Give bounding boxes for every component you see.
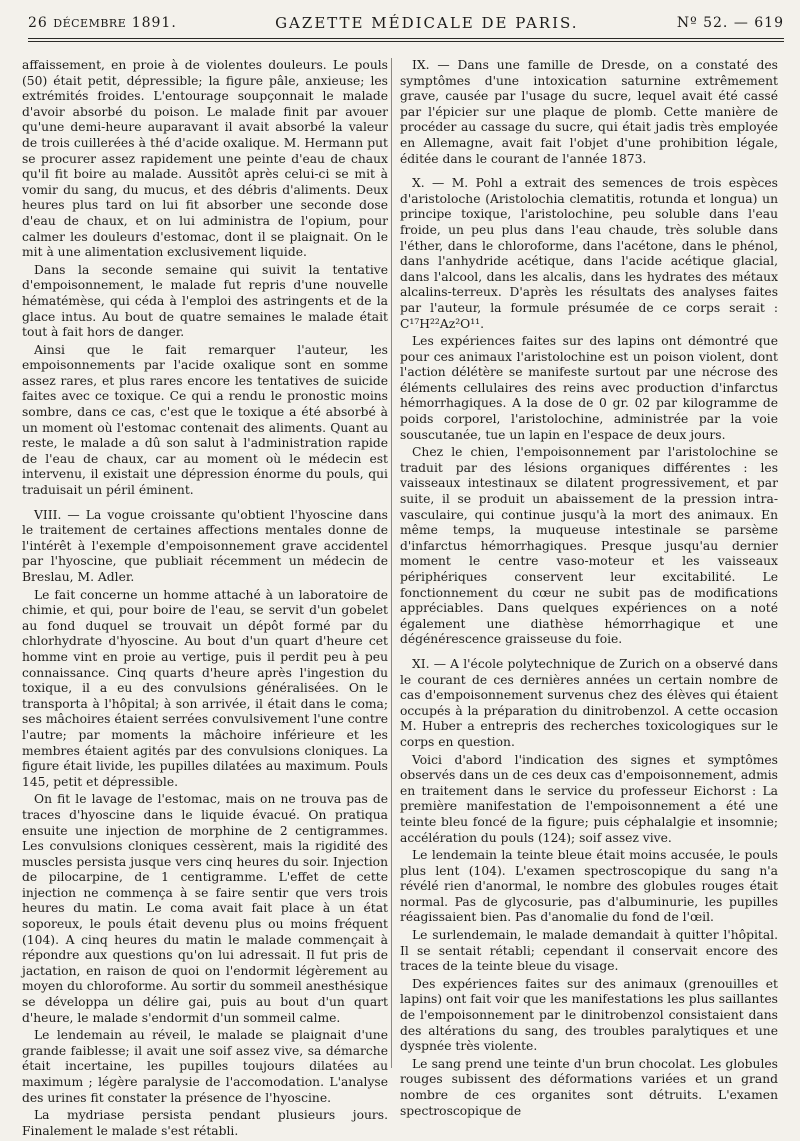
paragraph: Le fait concerne un homme attaché à un laboratoire de chimie, et qui, pour boire de l'eau, se servit d'un gobelet au fond duquel se trouvait un dépôt formé par du chlorhydrate d'hyoscine. Au bout d'un quart d'heure cet homme vint en proie au vertige, puis il perdit peu à peu connaissance. Cinq quarts d'heure après l'ingestion du toxique, il a eu des convulsions généralisées. On le transporta à l'hôpital; à son arrivée, il était dans le coma; ses mâchoires étaient serrées convulsivement l'une contre l'autre; par moments la mâchoire inférieure et les membres étaient agités par des convulsions cloniques. La figure était livide, les pupilles dilatées au maximum. Pouls 145, petit et dépressible.	[22, 587, 388, 789]
paragraph: Dans la seconde semaine qui suivit la tentative d'empoisonnement, le malade fut repris d'une nouvelle hématémèse, qui céda à l'emploi des astringents et de la glace intus. Au bout de quatre semaines le malade était tout à fait hors de danger.	[22, 262, 388, 340]
paragraph: Ainsi que le fait remarquer l'auteur, les empoisonnements par l'acide oxalique sont en somme assez rares, et plus rares encore les tentatives de suicide faites avec ce toxique. Ce qui a rendu le pronostic moins sombre, dans ce cas, c'est que le toxique a été absorbé à un moment où l'estomac contenait des aliments. Quant au reste, le malade a dû son salut à l'administration rapide de l'eau de chaux, car au moment où le médecin est intervenu, il existait une dépression énorme du pouls, qui traduisait un péril éminent.	[22, 342, 388, 498]
paragraph: Voici d'abord l'indication des signes et symptômes observés dans un de ces deux cas d'empoisonnement, admis en traitement dans le service du professeur Eichorst : La première manifestation de l'empoisonnement a été une teinte bleu foncé de la figure; puis céphalalgie et insomnie; accélération du pouls (124); soif assez vive.	[400, 752, 778, 845]
header-rule-thin	[28, 41, 784, 42]
paragraph: Le lendemain la teinte bleue était moins accusée, le pouls plus lent (104). L'examen spectroscopique du sang n'a révélé rien d'anormal, le nombre des globules rouges était normal. Pas de glycosurie, pas d'albuminurie, les pupilles réagissaient bien. Pas d'anomalie du fond de l'œil.	[400, 848, 778, 925]
paragraph: Les expériences faites sur des lapins ont démontré que pour ces animaux l'aristolochine est un poison violent, dont l'action délétère se manifeste surtout par une nécrose des éléments cellulaires des reins avec production d'infarctus hémorrhagiques. A la dose de 0 gr. 02 par kilogramme de poids corporel, l'aristolochine, administrée par la voie souscutanée, tue un lapin en l'espace de deux jours.	[400, 334, 778, 442]
section-xi: XI. — A l'école polytechnique de Zurich on a observé dans le courant de ces dernières années un certain nombre de cas d'empoisonnement survenus chez des élèves qui étaient occupés à la préparation du dinitrobenzol. A cette occasion M. Huber a entrepris des recherches toxicologiques sur le corps en question.	[400, 656, 778, 749]
header-rule	[28, 38, 784, 39]
paragraph: On fit le lavage de l'estomac, mais on ne trouva pas de traces d'hyoscine dans le liquide évacué. On pratiqua ensuite une injection de morphine de 2 centigrammes. Les convulsions cloniques cessèrent, mais la rigidité des muscles persista jusque vers cinq heures du soir. Injection de pilocarpine, de 1 centigramme. L'effet de cette injection ne commença à se faire sentir que vers trois heures du matin. Le coma avait fait place à un état soporeux, le pouls était devenu plus ou moins fréquent (104). A cinq heures du matin le malade commençait à répondre aux questions qu'on lui adressait. Il fut pris de jactation, en raison de quoi on l'endormit légèrement au moyen du chloroforme. Au sortir du sommeil anesthésique se développa un délire gai, puis au bout d'un quart d'heure, le malade s'endormit d'un sommeil calme.	[22, 792, 388, 1025]
section-x: X. — M. Pohl a extrait des semences de trois espèces d'aristoloche (Aristolochia clematitis, rotunda et longua) un principe toxique, l'aristolochine, peu soluble dans l'eau froide, un peu plus dans l'eau chaude, très soluble dans l'éther, dans le chloroforme, dans l'acétone, dans le phénol, dans l'anhydride acétique, dans l'acide acétique glacial, dans l'alcool, dans les alcalis, dans les hydrates des métaux alcalins-terreux. D'après les résultats des analyses faites par l'auteur, la formule présumée de ce corps serait : C¹⁷H²²Az²O¹¹.	[400, 176, 778, 331]
paragraph: Des expériences faites sur des animaux (grenouilles et lapins) ont fait voir que les manifestations les plus saillantes de l'empoisonnement par le dinitrobenzol consistaient dans des altérations du sang, des troubles paralytiques et une dyspnée très violente.	[400, 976, 778, 1054]
paragraph: Chez le chien, l'empoisonnement par l'aristolochine se traduit par des lésions organiques différentes : les vaisseaux intestinaux se dilatent progressivement, et par suite, il se produit un abaissement de la pression intra-vasculaire, qui continue jusqu'à la mort des animaux. En même temps, la muqueuse intestinale se parsème d'infarctus hémorrhagiques. Presque jusqu'au dernier moment le centre vaso-moteur et les vaisseaux périphériques conservent leur excitabilité. Le fonctionnement du cœur ne subit pas de modifications appréciables. Dans quelques expériences on a noté également une diathèse hémorrhagique et une dégénérescence graisseuse du foie.	[400, 445, 778, 647]
journal-title: GAZETTE MÉDICALE DE PARIS.	[275, 14, 579, 32]
left-column	[22, 58, 388, 1141]
section-ix: IX. — Dans une famille de Dresde, on a constaté des symptômes d'une intoxication saturnine extrêmement grave, causée par l'usage du sucre, lequel avait été cassé par l'épicier sur une plaque de plomb. Cette manière de procéder au cassage du sucre, qui était jadis très employée en Allemagne, avait fait l'objet d'une prohibition légale, éditée dans le courant de l'année 1873.	[400, 58, 778, 166]
header-date: 26 DÉCEMBRE 1891.	[28, 15, 177, 31]
column-divider	[391, 58, 392, 1068]
section-viii: VIII. — La vogue croissante qu'obtient l'hyoscine dans le traitement de certaines affections mentales donne de l'intérêt à l'exemple d'empoisonnement grave accidentel par l'hyoscine, que publiait récemment un médecin de Breslau, M. Adler.	[22, 507, 388, 584]
paragraph: La mydriase persista pendant plusieurs jours. Finalement le malade s'est rétabli.	[22, 1108, 388, 1138]
paragraph: affaissement, en proie à de violentes douleurs. Le pouls (50) était petit, dépressible; la figure pâle, anxieuse; les extrémités froides. L'entourage soupçonnait le malade d'avoir absorbé du poison. Le malade finit par avouer qu'une demi-heure auparavant il avait absorbé la valeur de trois cuillerées à thé d'acide oxalique. M. Hermann put se procurer assez rapidement une peinte d'eau de chaux qu'il fit boire au malade. Aussitôt après celui-ci se mit à vomir du sang, du mucus, et des débris d'aliments. Deux heures plus tard on lui fit absorber une seconde dose d'eau de chaux, et on lui administra de l'opium, pour calmer les douleurs d'estomac, dont il se plaignait. On le mit à une alimentation exclusivement liquide.	[22, 58, 388, 260]
issue-page-number: Nº 52. — 619	[676, 15, 784, 31]
paragraph: Le surlendemain, le malade demandait à quitter l'hôpital. Il se sentait rétabli; cependant il conservait encore des traces de la teinte bleue du visage.	[400, 928, 778, 974]
right-column	[400, 58, 778, 1121]
paragraph: Le sang prend une teinte d'un brun chocolat. Les globules rouges subissent des déformations variées et un grand nombre de ces organites sont détruits. L'examen spectroscopique de	[400, 1056, 778, 1118]
paragraph: Le lendemain au réveil, le malade se plaignait d'une grande faiblesse; il avait une soif assez vive, sa démarche était incertaine, les pupilles toujours dilatées au maximum ; légère paralysie de l'accomodation. L'analyse des urines fit constater la présence de l'hyoscine.	[22, 1028, 388, 1105]
page-header	[28, 10, 784, 36]
